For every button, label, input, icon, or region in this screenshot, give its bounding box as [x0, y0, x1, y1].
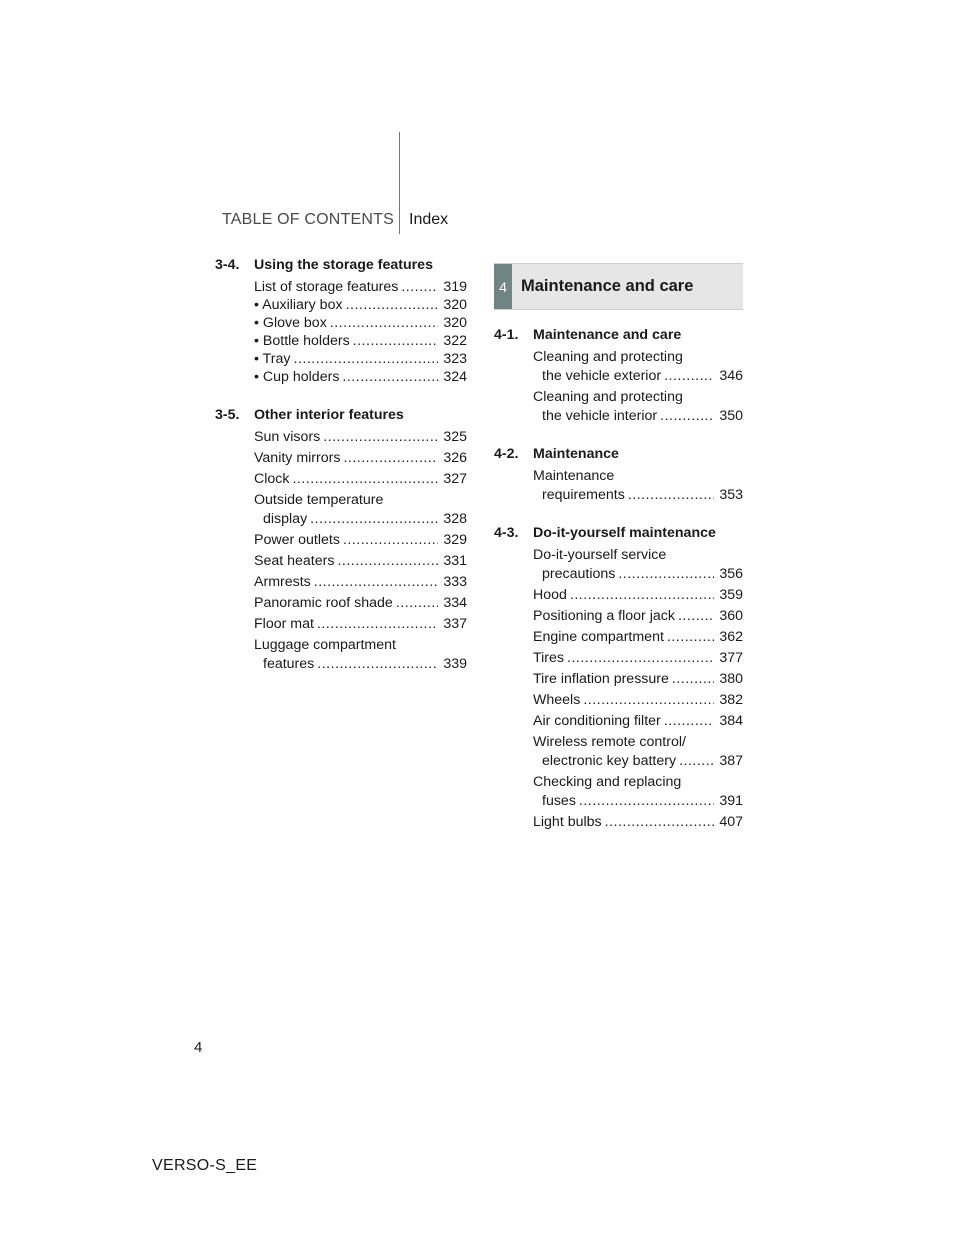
entry-label: Light bulbs: [533, 814, 602, 830]
dot-leader: [314, 575, 438, 589]
section-number: 3-4.: [215, 257, 240, 273]
entry-label: the vehicle exterior: [542, 368, 662, 384]
entry-label: precautions: [542, 566, 616, 582]
entry-label-line1: Maintenance: [533, 468, 615, 484]
entry-label: Vanity mirrors: [254, 450, 341, 466]
entry-label-line1: Checking and replacing: [533, 774, 682, 790]
chapter-header: [494, 263, 743, 310]
dot-leader: [343, 451, 438, 465]
dot-leader: [579, 794, 714, 808]
toc-entry-hood[interactable]: [533, 588, 743, 604]
entry-label: • Cup holders: [254, 369, 340, 385]
entry-page: 324: [443, 369, 467, 385]
entry-page: 346: [719, 368, 743, 384]
chapter-title: Maintenance and care: [521, 277, 694, 295]
entry-label: display: [263, 511, 308, 527]
entry-label: • Auxiliary box: [254, 297, 343, 313]
entry-page: 326: [443, 450, 467, 466]
section-heading-3-4: [215, 258, 467, 274]
toc-entry-auxiliary-box[interactable]: [254, 298, 467, 314]
entry-page: 323: [443, 351, 467, 367]
entry-label: • Glove box: [254, 315, 327, 331]
toc-entry-light-bulbs[interactable]: [533, 815, 743, 831]
chapter-number-tab: 4: [494, 264, 512, 309]
entry-page: 339: [443, 656, 467, 672]
toc-entry-key-battery[interactable]: [533, 735, 743, 770]
entry-label-line1: Outside temperature: [254, 492, 384, 508]
entry-label-line1: Wireless remote control/: [533, 734, 686, 750]
toc-entry-power-outlets[interactable]: [254, 533, 467, 549]
entry-label: Wheels: [533, 692, 581, 708]
toc-entry-floor-jack[interactable]: [533, 609, 743, 625]
entry-label: the vehicle interior: [542, 408, 658, 424]
dot-leader: [396, 596, 438, 610]
entry-label: Tires: [533, 650, 565, 666]
toc-entry-luggage-compartment-features[interactable]: [254, 638, 467, 673]
dot-leader: [346, 298, 438, 312]
entry-page: 362: [719, 629, 743, 645]
toc-entry-vanity-mirrors[interactable]: [254, 451, 467, 467]
toc-entry-tire-inflation-pressure[interactable]: [533, 672, 743, 688]
entry-label-line1: Cleaning and protecting: [533, 389, 683, 405]
dot-leader: [672, 672, 714, 686]
toc-entry-panoramic-roof-shade[interactable]: [254, 596, 467, 612]
entry-page: 333: [443, 574, 467, 590]
dot-leader: [310, 512, 438, 526]
toc-entry-clock[interactable]: [254, 472, 467, 488]
table-of-contents-link[interactable]: TABLE OF CONTENTS: [222, 211, 395, 228]
toc-entry-tray[interactable]: [254, 352, 467, 368]
toc-entry-sun-visors[interactable]: [254, 430, 467, 446]
dot-leader: [605, 815, 714, 829]
entry-label: Positioning a floor jack: [533, 608, 675, 624]
dot-leader: [330, 316, 438, 330]
section-title: Maintenance: [533, 446, 619, 462]
entry-page: 328: [443, 511, 467, 527]
dot-leader: [667, 630, 714, 644]
entry-page: 327: [443, 471, 467, 487]
entry-page: 322: [443, 333, 467, 349]
section-heading-4-1: [494, 328, 743, 344]
entry-label: Armrests: [254, 574, 311, 590]
dot-leader: [294, 352, 438, 366]
dot-leader: [342, 370, 438, 384]
section-number: 4-1.: [494, 327, 519, 343]
dot-leader: [567, 651, 714, 665]
toc-entry-tires[interactable]: [533, 651, 743, 667]
toc-entry-armrests[interactable]: [254, 575, 467, 591]
entry-label: requirements: [542, 487, 625, 503]
toc-entry-bottle-holders[interactable]: [254, 334, 467, 350]
entry-label: Tire inflation pressure: [533, 671, 669, 687]
dot-leader: [679, 754, 714, 768]
section-number: 4-2.: [494, 446, 519, 462]
toc-entry-floor-mat[interactable]: [254, 617, 467, 633]
entry-label: • Tray: [254, 351, 291, 367]
toc-left-column: [215, 258, 467, 673]
section-title: Other interior features: [254, 407, 404, 423]
dot-leader: [337, 554, 438, 568]
toc-entry-glove-box[interactable]: [254, 316, 467, 332]
entry-label: Seat heaters: [254, 553, 335, 569]
entry-label: Sun visors: [254, 429, 321, 445]
dot-leader: [570, 588, 714, 602]
toc-entry-cleaning-interior[interactable]: [533, 390, 743, 425]
entry-label: Power outlets: [254, 532, 340, 548]
entry-page: 329: [443, 532, 467, 548]
section-title: Using the storage features: [254, 257, 433, 273]
section-number: 3-5.: [215, 407, 240, 423]
dot-leader: [664, 714, 714, 728]
entry-label: features: [263, 656, 315, 672]
entry-page: 337: [443, 616, 467, 632]
toc-entry-maintenance-requirements[interactable]: [533, 469, 743, 504]
entry-page: 391: [719, 793, 743, 809]
dot-leader: [660, 409, 714, 423]
dot-leader: [664, 369, 714, 383]
toc-entry-seat-heaters[interactable]: [254, 554, 467, 570]
dot-leader: [317, 657, 438, 671]
section-title: Do-it-yourself maintenance: [533, 525, 716, 541]
dot-leader: [353, 334, 438, 348]
entry-page: 359: [719, 587, 743, 603]
entry-label: • Bottle holders: [254, 333, 350, 349]
entry-label-line1: Luggage compartment: [254, 637, 396, 653]
dot-leader: [678, 609, 714, 623]
section-heading-4-2: [494, 447, 743, 463]
dot-leader: [628, 488, 714, 502]
dot-leader: [317, 617, 438, 631]
section-heading-4-3: [494, 526, 743, 542]
toc-entry-diy-service-precautions[interactable]: [533, 548, 743, 583]
dot-leader: [618, 567, 714, 581]
toc-entry-wheels[interactable]: [533, 693, 743, 709]
entry-page: 387: [719, 753, 743, 769]
entry-label: fuses: [542, 793, 576, 809]
entry-page: 319: [443, 279, 467, 295]
entry-page: 325: [443, 429, 467, 445]
model-code: VERSO-S_EE: [152, 1157, 258, 1174]
entry-label: Clock: [254, 471, 290, 487]
entry-label-line1: Cleaning and protecting: [533, 349, 683, 365]
dot-leader: [583, 693, 714, 707]
entry-page: 377: [719, 650, 743, 666]
nav-divider: [399, 132, 400, 234]
toc-entry-cup-holders[interactable]: [254, 370, 467, 386]
toc-entry-air-conditioning-filter[interactable]: [533, 714, 743, 730]
toc-entry-engine-compartment[interactable]: [533, 630, 743, 646]
entry-label-line1: Do-it-yourself service: [533, 547, 667, 563]
section-number: 4-3.: [494, 525, 519, 541]
page-number: 4: [194, 1039, 203, 1056]
section-heading-3-5: [215, 408, 467, 424]
index-link[interactable]: Index: [409, 211, 449, 228]
dot-leader: [343, 533, 438, 547]
dot-leader: [401, 280, 438, 294]
entry-page: 320: [443, 297, 467, 313]
dot-leader: [323, 430, 438, 444]
entry-label: Hood: [533, 587, 567, 603]
entry-label: electronic key battery: [542, 753, 677, 769]
entry-label: Panoramic roof shade: [254, 595, 393, 611]
section-title: Maintenance and care: [533, 327, 682, 343]
toc-right-column: [494, 328, 743, 831]
dot-leader: [292, 472, 438, 486]
toc-entry-list-of-storage-features[interactable]: [254, 280, 467, 296]
toc-entry-outside-temperature-display[interactable]: [254, 493, 467, 528]
entry-page: 380: [719, 671, 743, 687]
entry-page: 384: [719, 713, 743, 729]
entry-page: 407: [719, 814, 743, 830]
entry-page: 360: [719, 608, 743, 624]
entry-page: 331: [443, 553, 467, 569]
entry-label: List of storage features: [254, 279, 399, 295]
entry-page: 334: [443, 595, 467, 611]
entry-page: 353: [719, 487, 743, 503]
entry-label: Air conditioning filter: [533, 713, 661, 729]
entry-page: 320: [443, 315, 467, 331]
entry-page: 350: [719, 408, 743, 424]
entry-page: 382: [719, 692, 743, 708]
entry-label: Engine compartment: [533, 629, 664, 645]
entry-label: Floor mat: [254, 616, 314, 632]
entry-page: 356: [719, 566, 743, 582]
toc-entry-cleaning-exterior[interactable]: [533, 350, 743, 385]
toc-entry-fuses[interactable]: [533, 775, 743, 810]
